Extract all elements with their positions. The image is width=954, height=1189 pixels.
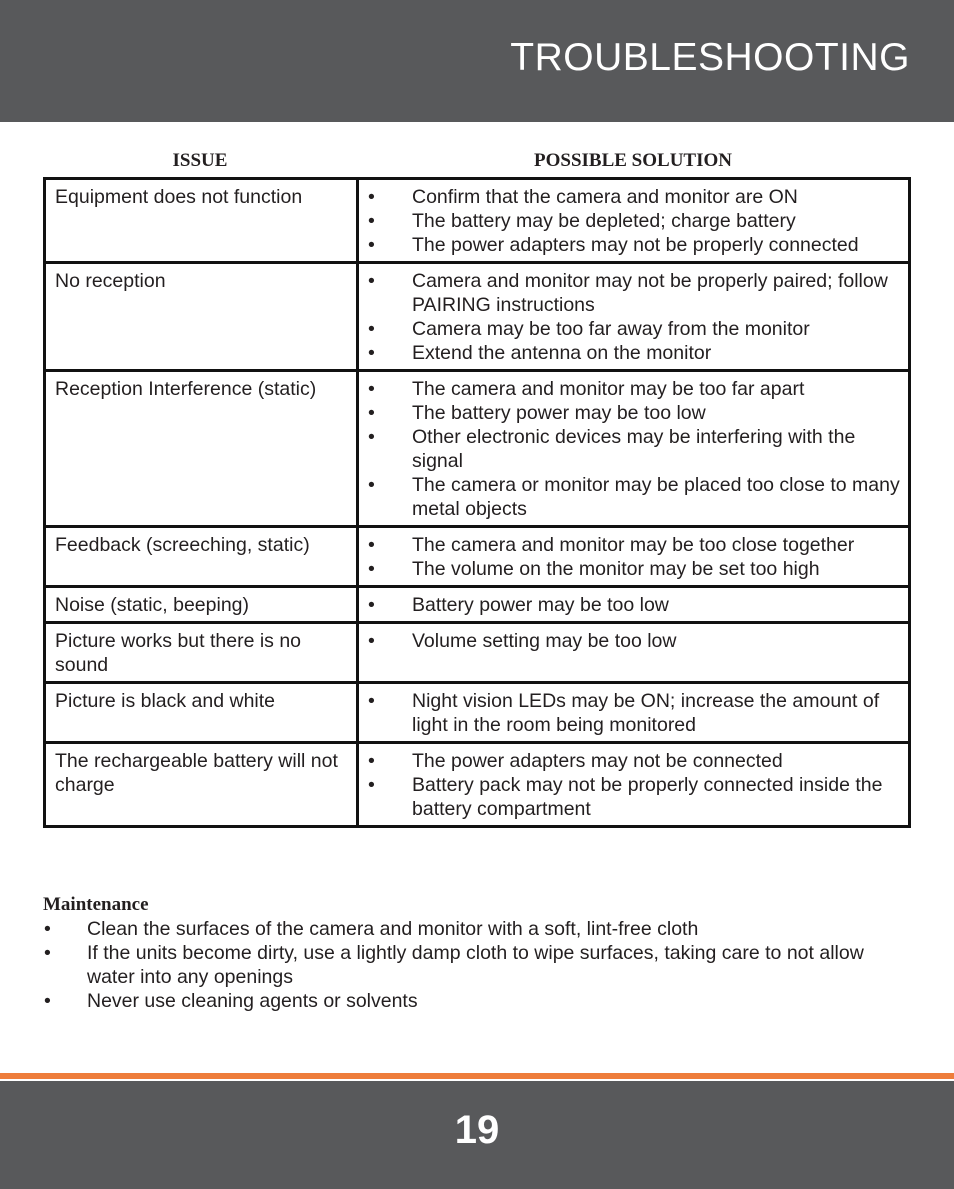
solution-cell	[358, 263, 910, 371]
issue-cell: Reception Interference (static)	[45, 371, 358, 527]
solution-item	[368, 341, 900, 365]
table-row	[45, 263, 910, 371]
troubleshooting-table-body	[45, 179, 910, 827]
footer-accent-rule	[0, 1073, 954, 1079]
solution-cell	[358, 371, 910, 527]
solution-text: Camera may be too far away from the monitor	[412, 318, 810, 340]
solution-text: The camera and monitor may be too close together	[412, 534, 855, 556]
bullet-icon: •	[368, 474, 375, 496]
maintenance-title: Maintenance	[43, 894, 149, 915]
solution-item	[368, 473, 900, 521]
issue-cell: Picture works but there is no sound	[45, 623, 358, 683]
solution-text: The volume on the monitor may be set too high	[412, 558, 820, 580]
bullet-icon: •	[368, 534, 375, 556]
solution-item	[368, 425, 900, 473]
solution-list	[368, 749, 900, 821]
page-title: TROUBLESHOOTING	[510, 36, 910, 79]
solution-item	[368, 773, 900, 821]
bullet-icon: •	[44, 942, 51, 964]
issue-cell: Picture is black and white	[45, 683, 358, 743]
column-header-issue: ISSUE	[172, 150, 228, 171]
bullet-icon: •	[368, 186, 375, 208]
solution-text: Other electronic devices may be interfering with the signal	[412, 426, 856, 472]
issue-cell: The rechargeable battery will not charge	[45, 743, 358, 827]
solution-item	[368, 629, 900, 653]
table-row	[45, 623, 910, 683]
solution-item	[368, 557, 900, 581]
solution-list	[368, 185, 900, 257]
page-footer	[0, 1081, 954, 1189]
page-number: 19	[454, 1108, 500, 1152]
maintenance-section	[43, 893, 913, 1013]
solution-text: Battery power may be too low	[412, 594, 669, 616]
solution-list	[368, 629, 900, 653]
solution-item	[368, 269, 900, 317]
table-column-headers	[0, 150, 954, 174]
bullet-icon: •	[368, 234, 375, 256]
table-row	[45, 179, 910, 263]
bullet-icon: •	[368, 402, 375, 424]
bullet-icon: •	[368, 630, 375, 652]
issue-cell: Noise (static, beeping)	[45, 587, 358, 623]
solution-cell	[358, 743, 910, 827]
solution-item	[368, 377, 900, 401]
solution-item	[368, 401, 900, 425]
maintenance-text: Never use cleaning agents or solvents	[87, 990, 418, 1012]
solution-list	[368, 269, 900, 365]
solution-item	[368, 209, 900, 233]
solution-text: The camera and monitor may be too far apart	[412, 378, 805, 400]
solution-list	[368, 593, 900, 617]
solution-text: The battery power may be too low	[412, 402, 706, 424]
solution-text: The battery may be depleted; charge battery	[412, 210, 796, 232]
table-row	[45, 683, 910, 743]
table-row	[45, 587, 910, 623]
solution-text: Battery pack may not be properly connected inside the battery compartment	[412, 774, 883, 820]
solution-cell	[358, 683, 910, 743]
maintenance-item	[43, 989, 913, 1013]
maintenance-item	[43, 941, 913, 989]
bullet-icon: •	[368, 342, 375, 364]
solution-text: The power adapters may not be properly connected	[412, 234, 859, 256]
issue-cell: Feedback (screeching, static)	[45, 527, 358, 587]
troubleshooting-table	[43, 177, 911, 828]
bullet-icon: •	[368, 210, 375, 232]
maintenance-text: Clean the surfaces of the camera and monitor with a soft, lint-free cloth	[87, 918, 699, 940]
solution-text: Volume setting may be too low	[412, 630, 677, 652]
solution-cell	[358, 527, 910, 587]
solution-text: Confirm that the camera and monitor are ON	[412, 186, 798, 208]
solution-item	[368, 593, 900, 617]
bullet-icon: •	[368, 594, 375, 616]
solution-item	[368, 233, 900, 257]
solution-list	[368, 533, 900, 581]
issue-cell: Equipment does not function	[45, 179, 358, 263]
solution-text: Extend the antenna on the monitor	[412, 342, 712, 364]
column-header-solution: POSSIBLE SOLUTION	[534, 150, 732, 171]
solution-item	[368, 533, 900, 557]
solution-cell	[358, 623, 910, 683]
maintenance-text: If the units become dirty, use a lightly damp cloth to wipe surfaces, taking care to not allow water into any openings	[87, 942, 864, 988]
solution-list	[368, 377, 900, 521]
bullet-icon: •	[368, 378, 375, 400]
bullet-icon: •	[368, 690, 375, 712]
bullet-icon: •	[368, 750, 375, 772]
page-header	[0, 0, 954, 122]
solution-text: Night vision LEDs may be ON; increase the amount of light in the room being monitored	[412, 690, 880, 736]
table-row	[45, 527, 910, 587]
solution-text: Camera and monitor may not be properly paired; follow PAIRING instructions	[412, 270, 888, 316]
solution-item	[368, 185, 900, 209]
solution-item	[368, 689, 900, 737]
solution-text: The power adapters may not be connected	[412, 750, 783, 772]
solution-item	[368, 749, 900, 773]
bullet-icon: •	[44, 990, 51, 1012]
table-row	[45, 743, 910, 827]
solution-cell	[358, 179, 910, 263]
solution-item	[368, 317, 900, 341]
bullet-icon: •	[44, 918, 51, 940]
bullet-icon: •	[368, 774, 375, 796]
bullet-icon: •	[368, 270, 375, 292]
solution-cell	[358, 587, 910, 623]
maintenance-list	[43, 917, 913, 1013]
issue-cell: No reception	[45, 263, 358, 371]
table-row	[45, 371, 910, 527]
solution-list	[368, 689, 900, 737]
solution-text: The camera or monitor may be placed too close to many metal objects	[412, 474, 900, 520]
bullet-icon: •	[368, 318, 375, 340]
maintenance-item	[43, 917, 913, 941]
bullet-icon: •	[368, 426, 375, 448]
bullet-icon: •	[368, 558, 375, 580]
